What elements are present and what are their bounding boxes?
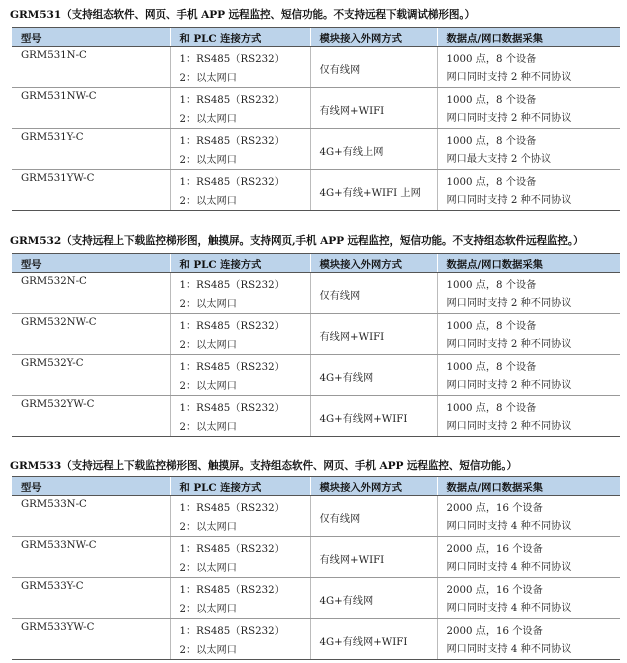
plc-connection-cell [170,314,310,355]
network-value: 4G+有线+WIFI 上网 [319,187,421,199]
data-points: 2000 点，16 个设备 [446,503,543,514]
model-cell [12,578,170,619]
table-row [12,355,620,396]
plc-connection-cell [170,273,310,314]
conn-line-2: 2：以太网口 [179,196,237,207]
data-cell [437,129,620,170]
data-cell [437,578,620,619]
conn-line-1: 1：RS485（RS232） [179,54,285,65]
model-cell [12,170,170,211]
network-value: 4G+有线网 [319,372,374,384]
spec-table [12,476,620,660]
data-cell [437,170,620,211]
table-row [12,129,620,170]
table-header-row [12,28,620,47]
conn-line-2: 2：以太网口 [179,299,237,310]
data-cell [437,314,620,355]
data-cell [437,88,620,129]
network-cell [310,396,437,437]
data-points: 1000 点，8 个设备 [446,403,537,414]
model-cell [12,47,170,88]
plc-connection-cell [170,129,310,170]
plc-connection-cell [170,578,310,619]
model-cell [12,496,170,537]
conn-line-2: 2：以太网口 [179,114,237,125]
network-cell [310,578,437,619]
section-title: GRM532（支持远程上下载监控梯形图，触摸屏。支持网页,手机 APP 远程监控，短信功能。不支持组态软件远程监控。） [10,235,584,247]
data-protocols: 网口同时支持 2 种不同协议 [446,113,572,124]
data-points: 2000 点，16 个设备 [446,626,543,637]
conn-line-1: 1：RS485（RS232） [179,503,285,514]
data-points: 1000 点，8 个设备 [446,95,537,106]
model-name: GRM533N-C [21,499,87,510]
data-protocols: 网口同时支持 4 种不同协议 [446,562,572,573]
model-name: GRM531Y-C [21,132,84,143]
data-points: 1000 点，8 个设备 [446,321,537,332]
network-cell [310,314,437,355]
data-cell [437,273,620,314]
network-value: 仅有线网 [319,290,361,302]
conn-line-1: 1：RS485（RS232） [179,177,285,188]
conn-line-2: 2：以太网口 [179,522,237,533]
network-cell [310,619,437,660]
data-points: 2000 点，16 个设备 [446,585,543,596]
table-row [12,47,620,88]
model-name: GRM532Y-C [21,358,84,369]
section-title: GRM531（支持组态软件、网页、手机 APP 远程监控、短信功能。不支持远程下载调试梯形图。） [10,9,476,21]
conn-line-1: 1：RS485（RS232） [179,321,285,332]
data-cell [437,496,620,537]
model-cell [12,314,170,355]
network-value: 有线网+WIFI [319,105,385,117]
data-cell [437,537,620,578]
network-value: 4G+有线网+WIFI [319,636,408,648]
plc-connection-cell [170,88,310,129]
data-points: 2000 点，16 个设备 [446,544,543,555]
spec-table [12,27,620,211]
header-network-access: 模块接入外网方式 [310,477,437,496]
section-title: GRM533（支持远程上下载监控梯形图、触摸屏。支持组态软件、网页、手机 APP 远程监控、短信功能。） [10,460,518,472]
table-row [12,396,620,437]
network-value: 4G+有线上网 [319,146,384,158]
table-row [12,273,620,314]
header-model: 型号 [12,477,170,496]
plc-connection-cell [170,396,310,437]
network-cell [310,47,437,88]
header-plc-connection: 和 PLC 连接方式 [170,28,310,47]
data-protocols: 网口同时支持 2 种不同协议 [446,72,572,83]
model-name: GRM533YW-C [21,622,95,633]
network-cell [310,129,437,170]
table-row [12,170,620,211]
model-name: GRM532N-C [21,276,87,287]
table-row [12,619,620,660]
plc-connection-cell [170,47,310,88]
model-name: GRM531NW-C [21,91,97,102]
conn-line-1: 1：RS485（RS232） [179,544,285,555]
header-plc-connection: 和 PLC 连接方式 [170,477,310,496]
conn-line-2: 2：以太网口 [179,645,237,656]
data-protocols: 网口同时支持 2 种不同协议 [446,380,572,391]
conn-line-2: 2：以太网口 [179,381,237,392]
network-cell [310,537,437,578]
model-name: GRM531N-C [21,50,87,61]
model-cell [12,129,170,170]
data-cell [437,47,620,88]
conn-line-2: 2：以太网口 [179,563,237,574]
data-protocols: 网口同时支持 4 种不同协议 [446,644,572,655]
network-value: 有线网+WIFI [319,331,385,343]
header-network-access: 模块接入外网方式 [310,28,437,47]
model-name: GRM532YW-C [21,399,95,410]
conn-line-2: 2：以太网口 [179,155,237,166]
conn-line-1: 1：RS485（RS232） [179,585,285,596]
header-network-access: 模块接入外网方式 [310,254,437,273]
model-name: GRM533Y-C [21,581,84,592]
model-cell [12,619,170,660]
header-plc-connection: 和 PLC 连接方式 [170,254,310,273]
table-header-row [12,254,620,273]
data-protocols: 网口最大支持 2 个协议 [446,154,552,165]
data-cell [437,396,620,437]
header-model: 型号 [12,28,170,47]
table-header-row [12,477,620,496]
model-cell [12,355,170,396]
network-value: 有线网+WIFI [319,554,385,566]
network-cell [310,170,437,211]
data-points: 1000 点，8 个设备 [446,136,537,147]
conn-line-1: 1：RS485（RS232） [179,136,285,147]
table-row [12,314,620,355]
conn-line-1: 1：RS485（RS232） [179,362,285,373]
spec-table [12,253,620,437]
data-cell [437,619,620,660]
plc-connection-cell [170,170,310,211]
header-model: 型号 [12,254,170,273]
conn-line-1: 1：RS485（RS232） [179,626,285,637]
conn-line-2: 2：以太网口 [179,422,237,433]
model-name: GRM532NW-C [21,317,97,328]
conn-line-2: 2：以太网口 [179,340,237,351]
data-cell [437,355,620,396]
table-row [12,537,620,578]
table-row [12,88,620,129]
conn-line-1: 1：RS485（RS232） [179,280,285,291]
plc-connection-cell [170,355,310,396]
conn-line-2: 2：以太网口 [179,604,237,615]
data-points: 1000 点，8 个设备 [446,54,537,65]
plc-connection-cell [170,496,310,537]
model-name: GRM533NW-C [21,540,97,551]
table-row [12,578,620,619]
network-value: 仅有线网 [319,513,361,525]
conn-line-1: 1：RS485（RS232） [179,403,285,414]
model-name: GRM531YW-C [21,173,95,184]
model-cell [12,273,170,314]
network-value: 仅有线网 [319,64,361,76]
data-protocols: 网口同时支持 2 种不同协议 [446,421,572,432]
model-cell [12,396,170,437]
data-points: 1000 点，8 个设备 [446,177,537,188]
header-data-collection: 数据点/网口数据采集 [437,28,620,47]
table-row [12,496,620,537]
conn-line-2: 2：以太网口 [179,73,237,84]
data-protocols: 网口同时支持 2 种不同协议 [446,339,572,350]
network-cell [310,496,437,537]
plc-connection-cell [170,537,310,578]
header-data-collection: 数据点/网口数据采集 [437,477,620,496]
plc-connection-cell [170,619,310,660]
data-protocols: 网口同时支持 2 种不同协议 [446,195,572,206]
conn-line-1: 1：RS485（RS232） [179,95,285,106]
data-protocols: 网口同时支持 2 种不同协议 [446,298,572,309]
model-cell [12,88,170,129]
model-cell [12,537,170,578]
header-data-collection: 数据点/网口数据采集 [437,254,620,273]
network-cell [310,355,437,396]
network-cell [310,88,437,129]
network-value: 4G+有线网+WIFI [319,413,408,425]
network-value: 4G+有线网 [319,595,374,607]
data-protocols: 网口同时支持 4 种不同协议 [446,603,572,614]
data-points: 1000 点，8 个设备 [446,362,537,373]
network-cell [310,273,437,314]
data-points: 1000 点，8 个设备 [446,280,537,291]
data-protocols: 网口同时支持 4 种不同协议 [446,521,572,532]
